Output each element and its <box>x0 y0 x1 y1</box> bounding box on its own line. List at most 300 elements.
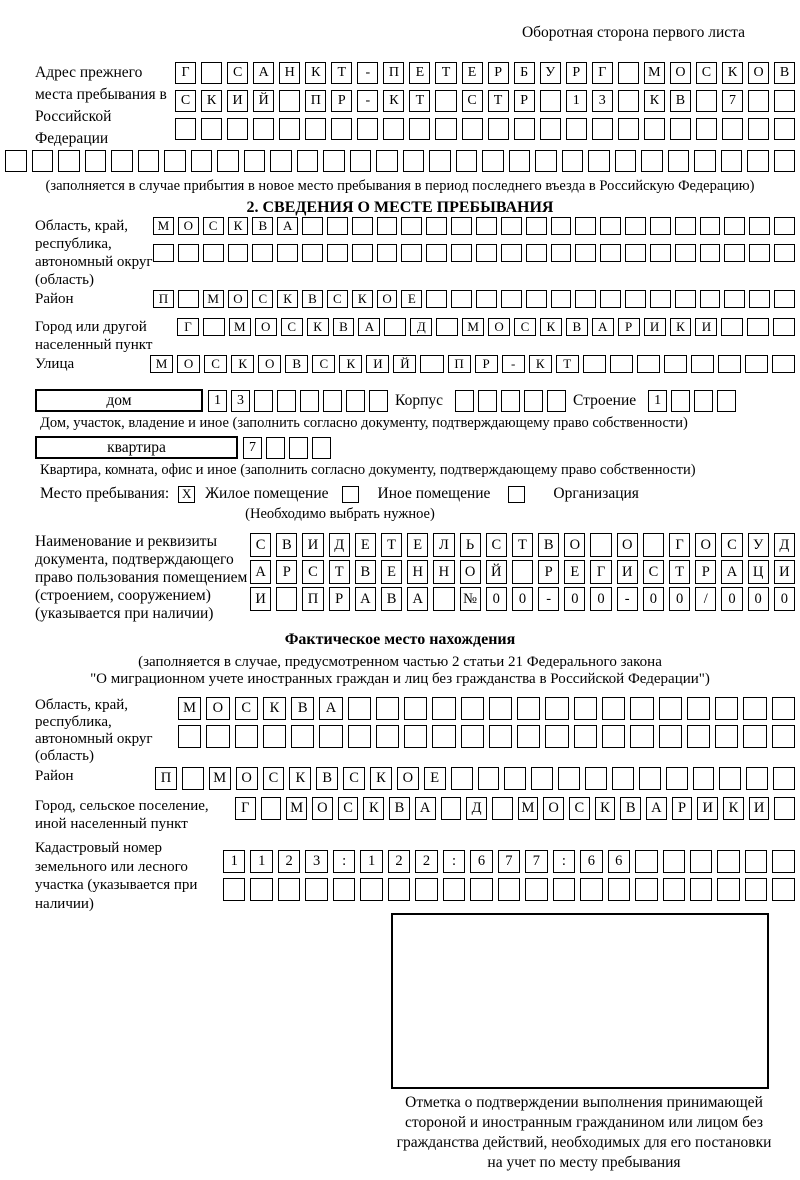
char-cell <box>574 725 597 748</box>
char-cell: № <box>460 587 481 611</box>
char-cell: К <box>383 90 404 112</box>
char-cell <box>217 150 239 172</box>
char-cell: Г <box>175 62 196 84</box>
char-cell: К <box>370 767 392 790</box>
char-cell: 1 <box>223 850 245 873</box>
char-cell: К <box>352 290 373 308</box>
char-row <box>153 217 795 235</box>
char-cell <box>435 90 456 112</box>
char-cell <box>203 318 225 336</box>
char-row <box>175 62 795 84</box>
char-cell: В <box>381 587 402 611</box>
char-cell <box>625 217 646 235</box>
char-cell <box>514 118 535 140</box>
char-cell: К <box>363 797 384 820</box>
char-cell: С <box>227 62 248 84</box>
char-cell <box>455 390 474 412</box>
char-cell <box>696 90 717 112</box>
char-cell: Р <box>618 318 640 336</box>
char-cell: К <box>723 797 744 820</box>
char-cell: Ь <box>460 533 481 557</box>
char-cell <box>350 150 372 172</box>
char-cell <box>153 244 174 262</box>
char-cell <box>745 355 768 373</box>
apartment-number-cells <box>243 437 331 459</box>
char-cell <box>687 725 710 748</box>
char-cell: С <box>204 355 227 373</box>
region-actual-cells <box>178 697 795 765</box>
char-cell <box>346 390 365 412</box>
city-field <box>35 318 795 354</box>
char-cell <box>610 355 633 373</box>
char-cell <box>384 318 406 336</box>
char-cell: С <box>338 797 359 820</box>
char-cell: С <box>696 62 717 84</box>
char-cell: В <box>774 62 795 84</box>
char-cell: Е <box>381 560 402 584</box>
section3-note <box>5 654 795 688</box>
district-cells <box>153 290 795 317</box>
char-cell <box>590 533 611 557</box>
char-cell: К <box>289 767 311 790</box>
char-cell: А <box>358 318 380 336</box>
char-cell <box>600 244 621 262</box>
char-cell <box>724 217 745 235</box>
char-cell <box>668 150 690 172</box>
char-cell <box>476 244 497 262</box>
char-cell <box>360 878 382 901</box>
char-cell: О <box>670 62 691 84</box>
stay-type-row <box>40 485 795 503</box>
char-cell: Д <box>410 318 432 336</box>
char-cell: А <box>407 587 428 611</box>
char-row-full-width <box>5 150 795 172</box>
char-cell <box>772 878 794 901</box>
char-cell: И <box>644 318 666 336</box>
char-cell: : <box>553 850 575 873</box>
char-cell: М <box>150 355 173 373</box>
char-cell <box>671 390 690 412</box>
char-cell: Н <box>279 62 300 84</box>
district-field <box>35 290 795 317</box>
char-cell: Д <box>466 797 487 820</box>
char-cell <box>774 217 795 235</box>
char-cell <box>302 217 323 235</box>
char-cell <box>615 150 637 172</box>
checkbox-organization <box>508 486 525 503</box>
stroenie-cells <box>648 390 736 412</box>
char-cell: 1 <box>360 850 382 873</box>
char-cell: / <box>695 587 716 611</box>
char-cell: К <box>529 355 552 373</box>
region-field <box>35 217 795 289</box>
char-cell: Й <box>253 90 274 112</box>
char-cell <box>592 118 613 140</box>
house-number-cells <box>208 390 388 412</box>
char-cell <box>443 878 465 901</box>
char-cell <box>244 150 266 172</box>
char-cell <box>512 560 533 584</box>
district-field-actual <box>35 767 795 795</box>
char-cell <box>175 118 196 140</box>
char-cell <box>558 767 580 790</box>
char-cell: 3 <box>592 90 613 112</box>
char-cell: О <box>312 797 333 820</box>
char-cell: 0 <box>486 587 507 611</box>
char-cell <box>312 437 331 459</box>
section3-title: Фактическое место нахождения <box>284 631 516 648</box>
char-cell: К <box>307 318 329 336</box>
char-cell <box>545 697 568 720</box>
char-cell: О <box>748 62 769 84</box>
stroenie-label: Строение <box>573 391 637 409</box>
char-cell: : <box>443 850 465 873</box>
char-cell: Е <box>355 533 376 557</box>
char-cell <box>276 587 297 611</box>
char-cell: К <box>339 355 362 373</box>
section2-title: 2. СВЕДЕНИЯ О МЕСТЕ ПРЕБЫВАНИЯ <box>246 199 554 216</box>
char-cell: В <box>566 318 588 336</box>
char-cell: Й <box>486 560 507 584</box>
apartment-row <box>35 436 795 459</box>
option-label-organization: Организация <box>553 485 639 502</box>
char-cell: Р <box>488 62 509 84</box>
char-cell: С <box>302 560 323 584</box>
char-cell: А <box>592 318 614 336</box>
char-cell <box>580 878 602 901</box>
char-cell: : <box>333 850 355 873</box>
char-cell <box>319 725 342 748</box>
char-cell <box>178 725 201 748</box>
char-cell: Г <box>592 62 613 84</box>
char-cell: 2 <box>415 850 437 873</box>
char-cell <box>426 290 447 308</box>
char-cell <box>574 697 597 720</box>
char-cell <box>462 118 483 140</box>
char-cell <box>526 244 547 262</box>
district-label: Район <box>35 291 74 307</box>
char-cell <box>535 150 557 172</box>
cadastral-field <box>35 839 795 913</box>
char-cell <box>715 697 738 720</box>
char-cell <box>719 767 741 790</box>
char-row <box>177 318 795 336</box>
char-cell: С <box>281 318 303 336</box>
char-cell <box>575 244 596 262</box>
char-cell <box>553 878 575 901</box>
char-cell <box>302 244 323 262</box>
char-cell <box>675 244 696 262</box>
char-cell <box>178 290 199 308</box>
char-cell <box>747 318 769 336</box>
char-cell <box>305 878 327 901</box>
char-cell <box>525 878 547 901</box>
char-cell <box>641 150 663 172</box>
stamp-caption: Отметка о подтверждении выполнения принимающей стороной и иностранным гражданином или лицом без гражданства действий, необходимых для его постановки на учет по месту пребывания <box>396 1094 772 1171</box>
char-cell: Р <box>566 62 587 84</box>
char-cell <box>403 150 425 172</box>
char-cell <box>639 767 661 790</box>
char-cell <box>700 290 721 308</box>
stay-type-note: (Необходимо выбрать нужное) <box>245 506 435 522</box>
char-row <box>250 587 795 611</box>
char-cell: Г <box>177 318 199 336</box>
char-cell <box>441 797 462 820</box>
char-cell: - <box>357 62 378 84</box>
char-cell <box>227 118 248 140</box>
char-cell: У <box>540 62 561 84</box>
char-cell: О <box>397 767 419 790</box>
char-cell <box>509 150 531 172</box>
char-cell: 6 <box>608 850 630 873</box>
korpus-label: Корпус <box>395 391 443 409</box>
char-cell <box>625 244 646 262</box>
city-field-actual <box>35 797 795 833</box>
char-cell: А <box>253 62 274 84</box>
region-actual-label: Область, край, республика, автономный округ (область) <box>35 697 153 764</box>
char-cell: А <box>646 797 667 820</box>
char-cell: О <box>255 318 277 336</box>
char-cell <box>489 697 512 720</box>
char-cell: О <box>543 797 564 820</box>
char-cell: 0 <box>774 587 795 611</box>
document-cells <box>250 533 795 623</box>
char-cell: Е <box>401 290 422 308</box>
char-cell <box>743 725 766 748</box>
prev-address-field <box>35 62 795 150</box>
char-cell <box>664 355 687 373</box>
char-cell: Б <box>514 62 535 84</box>
char-cell: Р <box>276 560 297 584</box>
char-cell <box>323 390 342 412</box>
char-cell <box>773 318 795 336</box>
char-cell: Е <box>462 62 483 84</box>
char-cell <box>745 850 767 873</box>
char-cell <box>352 217 373 235</box>
char-cell <box>429 150 451 172</box>
char-cell <box>277 390 296 412</box>
char-cell <box>666 767 688 790</box>
char-cell: Т <box>435 62 456 84</box>
char-cell: Е <box>409 62 430 84</box>
char-cell <box>426 244 447 262</box>
char-cell: 0 <box>590 587 611 611</box>
street-cells <box>150 355 795 382</box>
char-cell <box>618 90 639 112</box>
char-cell: И <box>366 355 389 373</box>
char-cell: 7 <box>525 850 547 873</box>
char-cell <box>637 355 660 373</box>
char-row <box>223 878 795 901</box>
char-cell: П <box>383 62 404 84</box>
char-cell <box>585 767 607 790</box>
char-cell <box>305 118 326 140</box>
char-cell: К <box>263 697 286 720</box>
checkbox-other-premises <box>342 486 359 503</box>
char-row <box>153 244 795 262</box>
char-cell <box>531 767 553 790</box>
char-cell <box>749 217 770 235</box>
char-cell <box>524 390 543 412</box>
char-cell <box>182 767 204 790</box>
char-cell: Р <box>672 797 693 820</box>
char-cell <box>451 244 472 262</box>
char-cell <box>263 725 286 748</box>
char-cell <box>635 850 657 873</box>
char-cell: К <box>670 318 692 336</box>
char-cell: С <box>343 767 365 790</box>
char-cell: С <box>252 290 273 308</box>
char-cell <box>261 797 282 820</box>
char-cell: В <box>670 90 691 112</box>
char-cell <box>659 725 682 748</box>
char-cell <box>404 725 427 748</box>
char-cell <box>377 217 398 235</box>
char-cell: К <box>595 797 616 820</box>
char-cell: 0 <box>721 587 742 611</box>
char-cell <box>643 533 664 557</box>
char-cell: Т <box>331 62 352 84</box>
char-cell <box>404 697 427 720</box>
char-cell: - <box>357 90 378 112</box>
char-cell: С <box>486 533 507 557</box>
char-cell: Г <box>590 560 611 584</box>
char-cell <box>432 725 455 748</box>
char-cell: С <box>263 767 285 790</box>
char-cell: И <box>227 90 248 112</box>
char-cell: В <box>389 797 410 820</box>
char-cell <box>270 150 292 172</box>
char-cell: А <box>415 797 436 820</box>
char-cell <box>517 725 540 748</box>
char-cell: Т <box>488 90 509 112</box>
char-cell: 0 <box>748 587 769 611</box>
char-cell <box>663 878 685 901</box>
char-cell: Т <box>329 560 350 584</box>
char-cell <box>745 878 767 901</box>
char-cell <box>644 118 665 140</box>
char-row <box>178 697 795 720</box>
char-cell: Т <box>669 560 690 584</box>
char-cell: В <box>538 533 559 557</box>
char-cell: Т <box>512 533 533 557</box>
char-cell <box>717 878 739 901</box>
char-cell: О <box>206 697 229 720</box>
char-cell <box>327 217 348 235</box>
char-cell <box>746 767 768 790</box>
char-cell <box>517 697 540 720</box>
char-cell: Т <box>409 90 430 112</box>
char-cell <box>575 217 596 235</box>
char-cell <box>504 767 526 790</box>
char-cell: Р <box>695 560 716 584</box>
char-cell <box>583 355 606 373</box>
char-cell <box>670 118 691 140</box>
char-cell <box>540 118 561 140</box>
char-row <box>250 533 795 557</box>
char-cell <box>278 878 300 901</box>
char-cell <box>492 797 513 820</box>
char-cell: 3 <box>305 850 327 873</box>
char-cell: О <box>228 290 249 308</box>
char-cell <box>625 290 646 308</box>
char-cell <box>724 290 745 308</box>
char-cell <box>138 150 160 172</box>
char-cell: - <box>502 355 525 373</box>
char-cell: К <box>540 318 562 336</box>
char-cell <box>675 217 696 235</box>
char-cell: 0 <box>643 587 664 611</box>
char-cell <box>435 118 456 140</box>
char-cell: Д <box>329 533 350 557</box>
char-cell <box>608 878 630 901</box>
char-cell: Р <box>514 90 535 112</box>
char-cell: М <box>644 62 665 84</box>
char-cell <box>415 878 437 901</box>
char-cell: О <box>377 290 398 308</box>
char-cell <box>721 150 743 172</box>
char-cell <box>58 150 80 172</box>
char-cell <box>700 244 721 262</box>
char-cell: Н <box>407 560 428 584</box>
char-cell: М <box>203 290 224 308</box>
char-cell <box>717 850 739 873</box>
char-cell <box>562 150 584 172</box>
char-cell <box>426 217 447 235</box>
char-row <box>155 767 795 790</box>
char-cell <box>663 850 685 873</box>
char-cell: К <box>305 62 326 84</box>
char-cell: Р <box>329 587 350 611</box>
char-cell <box>618 62 639 84</box>
char-cell <box>501 290 522 308</box>
apartment-type-box: квартира <box>35 436 238 459</box>
char-cell <box>401 217 422 235</box>
section3-note-line1: (заполняется в случае, предусмотренном частью 2 статьи 21 Федерального закона <box>138 654 662 670</box>
house-row <box>35 389 795 412</box>
char-cell: В <box>276 533 297 557</box>
char-cell: 7 <box>722 90 743 112</box>
char-cell: В <box>252 217 273 235</box>
char-cell <box>388 878 410 901</box>
char-cell <box>228 244 249 262</box>
char-cell: 0 <box>512 587 533 611</box>
char-cell: 2 <box>278 850 300 873</box>
char-cell <box>323 150 345 172</box>
char-cell <box>700 217 721 235</box>
char-cell: В <box>291 697 314 720</box>
char-cell <box>376 725 399 748</box>
char-cell: С <box>175 90 196 112</box>
char-cell <box>748 90 769 112</box>
char-cell <box>743 697 766 720</box>
char-cell: В <box>333 318 355 336</box>
stamp-box <box>391 913 769 1089</box>
cadastral-label: Кадастровый номер земельного или лесного участка (указывается при наличии) <box>35 840 198 912</box>
char-cell: С <box>203 217 224 235</box>
char-cell <box>327 244 348 262</box>
char-cell: Г <box>235 797 256 820</box>
char-cell: 6 <box>470 850 492 873</box>
char-cell: С <box>569 797 590 820</box>
char-cell: И <box>774 560 795 584</box>
char-cell: А <box>250 560 271 584</box>
char-cell <box>575 290 596 308</box>
char-cell <box>409 118 430 140</box>
char-cell <box>774 290 795 308</box>
char-cell <box>376 697 399 720</box>
char-cell: П <box>305 90 326 112</box>
